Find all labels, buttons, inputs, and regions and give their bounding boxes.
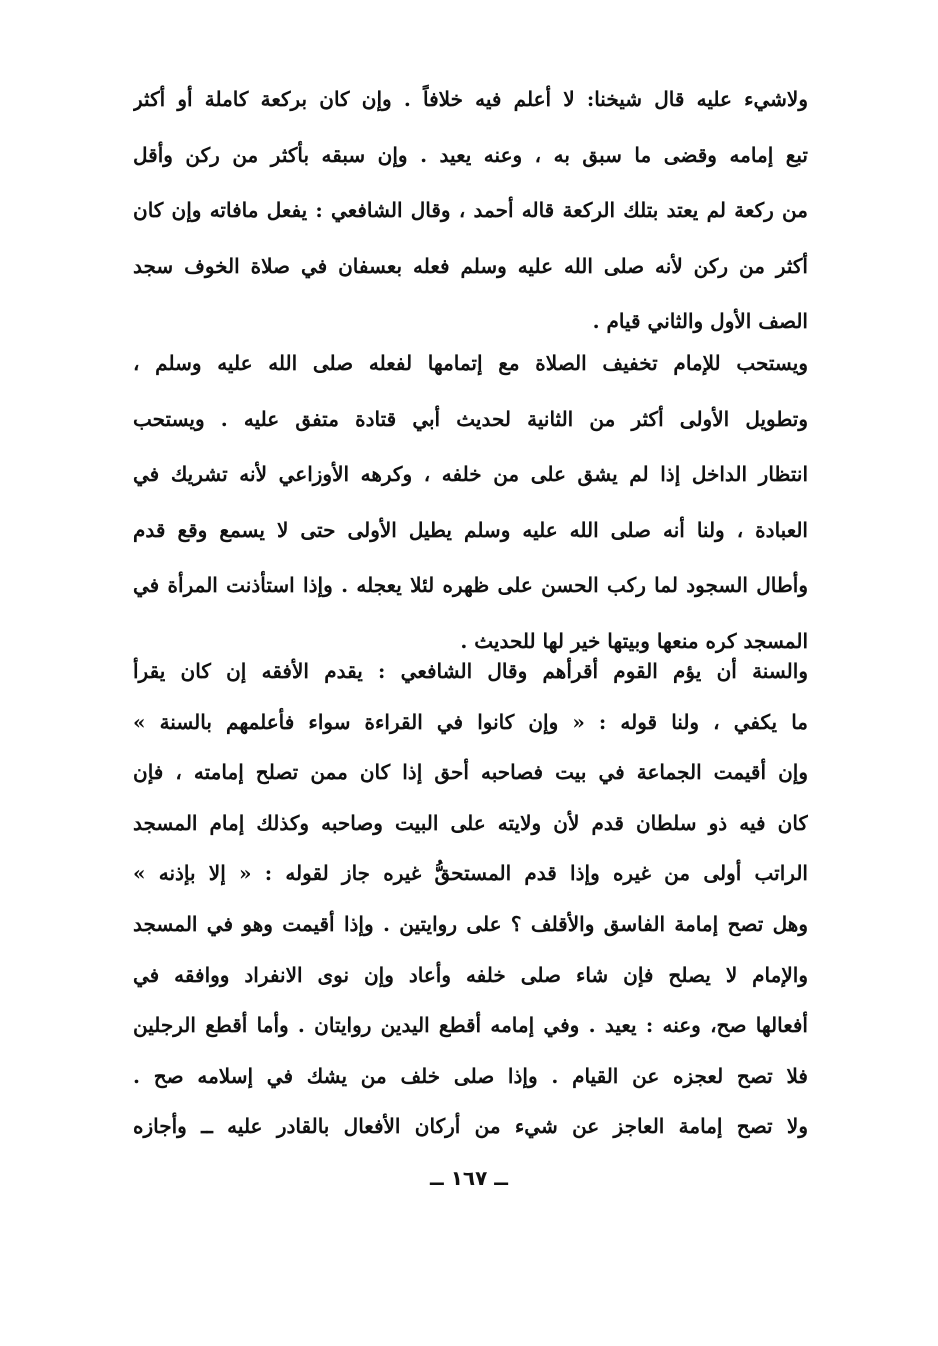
page-number: ــ ١٦٧ ــ — [430, 1166, 508, 1190]
paragraph-2 — [133, 336, 808, 669]
text-line: ولا تصح إمامة العاجز عن شيء من أركان الأفعال بالقادر عليه ــ وأجازه — [133, 1114, 808, 1139]
text-line: فلا تصح لعجزه عن القيام . وإذا صلى خلف من يشك في إسلامه صح . — [133, 1063, 808, 1088]
text-line: الصف الأول والثاني قيام . — [592, 309, 808, 333]
text-line: انتظار الداخل إذا لم يشق على من خلفه ، وكرهه الأوزاعي لأنه تشريك في — [133, 462, 808, 486]
text-line: ما يكفي ، ولنا قوله : « وإن كانوا في القراءة سواء فأعلمهم بالسنة » — [133, 709, 808, 734]
text-line: الراتب أولى من غيره وإذا قدم المستحقُّ غيره جاز لقوله : « إلا بإذنه » — [133, 861, 808, 886]
paragraph-3 — [133, 646, 808, 1152]
text-line: وهل تصح إمامة الفاسق والأقلف ؟ على روايتين . وإذا أقيمت وهو في المسجد — [133, 911, 808, 936]
text-line: أفعالها صح، وعنه : يعيد . وفي إمامه أقطع اليدين روايتان . وأما أقطع الرجلين — [133, 1013, 808, 1038]
text-line: وأطال السجود لما ركب الحسن على ظهره لئلا يعجله . وإذا استأذنت المرأة في — [133, 573, 808, 597]
text-line: والإمام لا يصلح فإن شاء صلى خلفه وأعاد وإن نوى الانفراد ووافقه في — [133, 962, 808, 987]
text-line: والسنة أن يؤم القوم أقرأهم وقال الشافعي : يقدم الأفقه إن كان يقرأ — [133, 659, 808, 683]
text-line: ويستحب للإمام تخفيف الصلاة مع إتمامها لفعله صلى الله عليه وسلم ، — [133, 351, 808, 375]
paragraph-1 — [133, 72, 808, 350]
text-line: ولاشيء عليه قال شيخنا: لا أعلم فيه خلافاً . وإن كان بركعة كاملة أو أكثر — [133, 87, 808, 111]
text-line: وتطويل الأولى أكثر من الثانية لحديث أبي قتادة متفق عليه . ويستحب — [133, 406, 808, 431]
text-line: أكثر من ركن لأنه صلى الله عليه وسلم فعله بعسفان في صلاة الخوف سجد — [133, 253, 808, 278]
text-line: العبادة ، ولنا أنه صلى الله عليه وسلم يطيل الأولى حتى لا يسمع وقع قدم — [133, 517, 808, 542]
text-line: المسجد كره منعها وبيتها خير لها للحديث . — [460, 628, 808, 653]
text-line: كان فيه ذو سلطان قدم لأن ولايته على البيت وصاحبه وكذلك إمام المسجد — [133, 810, 808, 835]
text-line: تبع إمامه وقضى ما سبق به ، وعنه يعيد . وإن سبقه بأكثر من ركن وأقل — [133, 142, 808, 167]
text-line: من ركعة لم يعتد بتلك الركعة قاله أحمد ، وقال الشافعي : يفعل مافاته وإن كان — [133, 198, 808, 222]
text-line: وإن أقيمت الجماعة في بيت فصاحبه أحق إذا كان ممن تصلح إمامته ، فإن — [133, 760, 808, 785]
